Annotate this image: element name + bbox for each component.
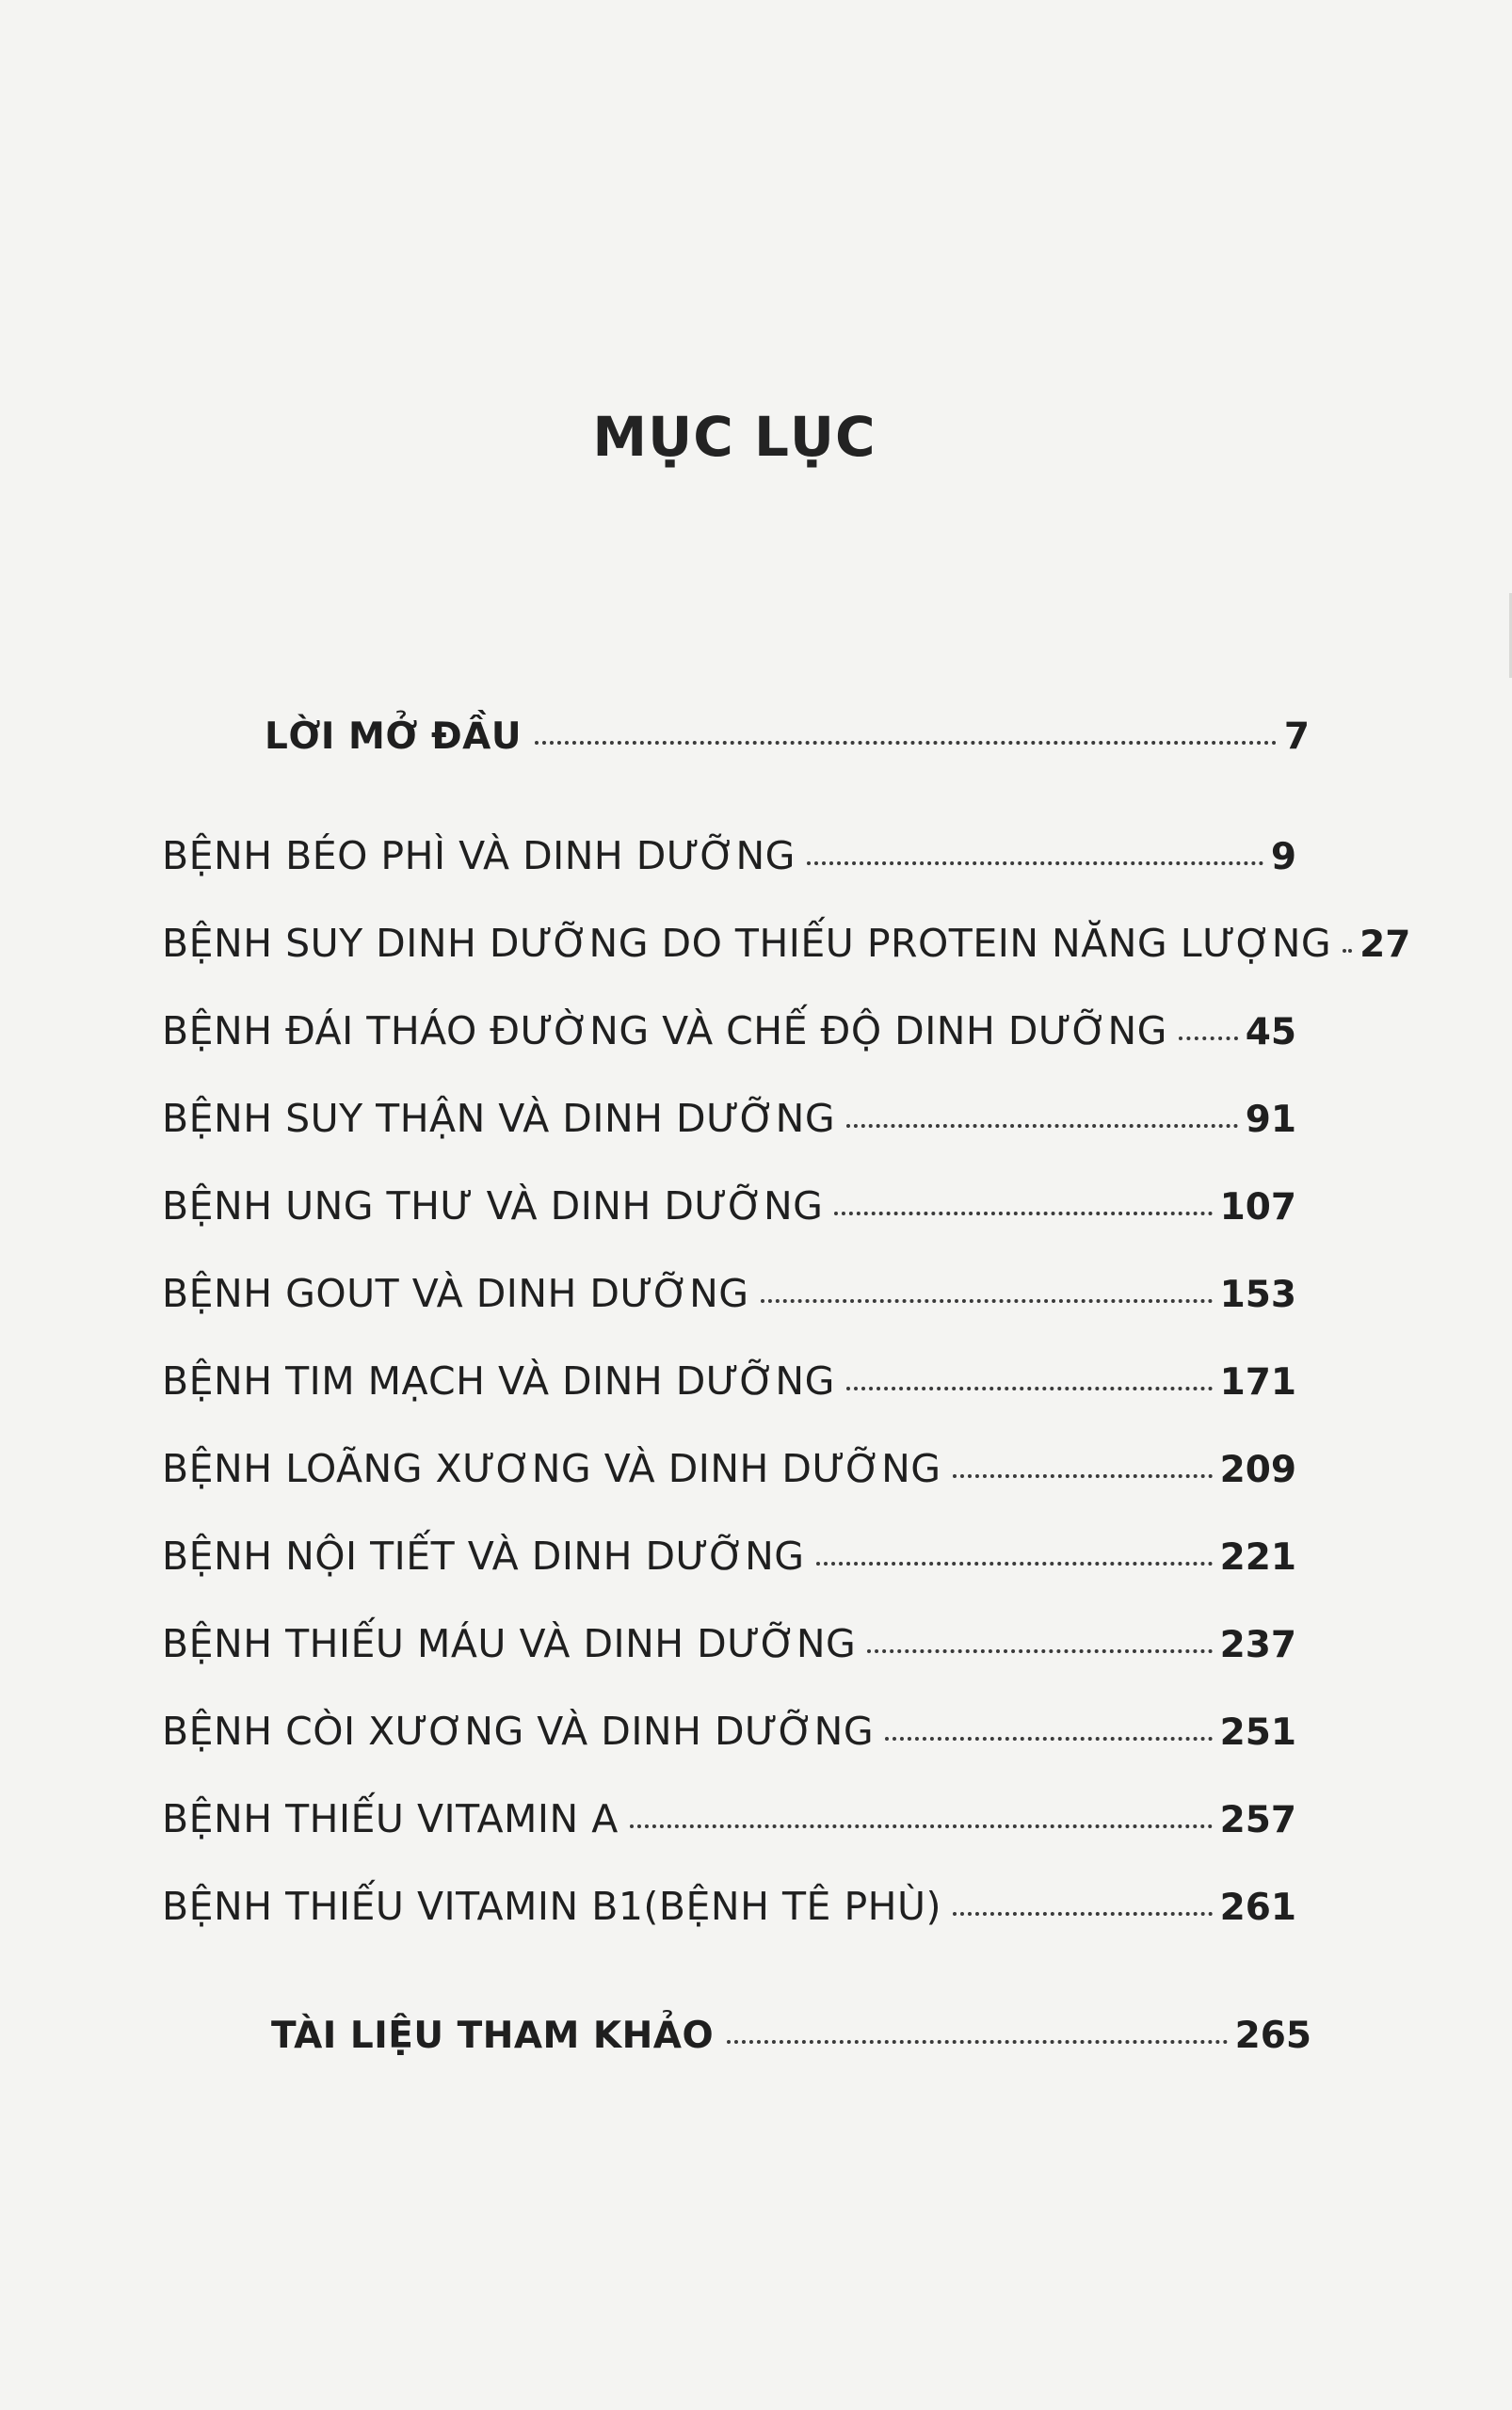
dot-leader	[1343, 949, 1352, 953]
toc-page-number: 257	[1219, 1799, 1296, 1841]
toc-page-number: 107	[1219, 1186, 1296, 1229]
toc-entry-intro[interactable]	[265, 715, 1310, 772]
toc-page-number: 209	[1219, 1449, 1296, 1491]
toc-page-number: 27	[1359, 924, 1411, 966]
dot-leader	[630, 1824, 1213, 1828]
toc-page-number: 265	[1234, 2015, 1311, 2057]
dot-leader	[834, 1212, 1212, 1215]
dot-leader	[727, 2040, 1227, 2044]
toc-page-number: 237	[1219, 1624, 1296, 1666]
dot-leader	[953, 1474, 1213, 1478]
toc-page-number: 251	[1219, 1711, 1296, 1754]
dot-leader	[807, 861, 1263, 865]
toc-entry-chapter[interactable]	[162, 1271, 1296, 1327]
toc-entry-label: BỆNH GOUT VÀ DINH DƯỠNG	[162, 1271, 749, 1316]
toc-page-number: 221	[1219, 1536, 1296, 1579]
toc-entry-label: BỆNH NỘI TIẾT VÀ DINH DƯỠNG	[162, 1534, 805, 1579]
toc-entry-references[interactable]	[271, 2015, 1311, 2071]
dot-leader	[846, 1387, 1213, 1390]
dot-leader	[885, 1737, 1212, 1741]
dot-leader	[761, 1299, 1213, 1303]
dot-leader	[816, 1562, 1213, 1566]
dot-leader	[1179, 1036, 1238, 1040]
toc-entry-label: BỆNH TIM MẠCH VÀ DINH DƯỠNG	[162, 1358, 835, 1404]
toc-entry-chapter[interactable]	[162, 921, 1411, 977]
toc-entry-chapter[interactable]	[162, 1358, 1296, 1415]
toc-entry-chapter[interactable]	[162, 1096, 1296, 1152]
toc-entry-label: BỆNH THIẾU VITAMIN A	[162, 1796, 619, 1841]
toc-entry-label: TÀI LIỆU THAM KHẢO	[271, 2015, 715, 2057]
toc-entry-label: BỆNH ĐÁI THÁO ĐƯỜNG VÀ CHẾ ĐỘ DINH DƯỠNG	[162, 1008, 1167, 1053]
toc-entry-chapter[interactable]	[162, 833, 1296, 890]
toc-entry-label: LỜI MỞ ĐẦU	[265, 715, 522, 758]
page-title: MỤC LỤC	[592, 405, 877, 469]
toc-entry-chapter[interactable]	[162, 1183, 1296, 1240]
toc-entry-chapter[interactable]	[162, 1709, 1296, 1765]
toc-page-number: 261	[1219, 1887, 1296, 1929]
toc-entry-label: BỆNH THIẾU VITAMIN B1(BỆNH TÊ PHÙ)	[162, 1884, 942, 1929]
toc-entry-chapter[interactable]	[162, 1534, 1296, 1590]
toc-page-number: 153	[1219, 1274, 1296, 1316]
toc-page-number: 171	[1219, 1361, 1296, 1404]
toc-entry-label: BỆNH BÉO PHÌ VÀ DINH DƯỠNG	[162, 833, 796, 878]
toc-page-number: 45	[1245, 1011, 1296, 1053]
toc-entry-label: BỆNH SUY DINH DƯỠNG DO THIẾU PROTEIN NĂNG LƯỢNG	[162, 921, 1332, 966]
toc-entry-chapter[interactable]	[162, 1621, 1296, 1678]
toc-entry-label: BỆNH CÒI XƯƠNG VÀ DINH DƯỠNG	[162, 1709, 875, 1754]
toc-entry-chapter[interactable]	[162, 1446, 1296, 1502]
dot-leader	[953, 1912, 1213, 1916]
toc-entry-label: BỆNH SUY THẬN VÀ DINH DƯỠNG	[162, 1096, 836, 1141]
toc-entry-label: BỆNH THIẾU MÁU VÀ DINH DƯỠNG	[162, 1621, 857, 1666]
dot-leader	[867, 1649, 1212, 1653]
toc-page-number: 9	[1270, 836, 1296, 878]
toc-entry-label: BỆNH LOÃNG XƯƠNG VÀ DINH DƯỠNG	[162, 1446, 941, 1491]
dot-leader	[535, 741, 1277, 745]
toc-entry-chapter[interactable]	[162, 1796, 1296, 1853]
dot-leader	[846, 1124, 1238, 1128]
toc-page-number: 7	[1283, 715, 1310, 758]
toc-entry-chapter[interactable]	[162, 1884, 1296, 1940]
toc-entry-label: BỆNH UNG THƯ VÀ DINH DƯỠNG	[162, 1183, 824, 1229]
toc-entry-chapter[interactable]	[162, 1008, 1296, 1065]
toc-page-number: 91	[1245, 1099, 1296, 1141]
